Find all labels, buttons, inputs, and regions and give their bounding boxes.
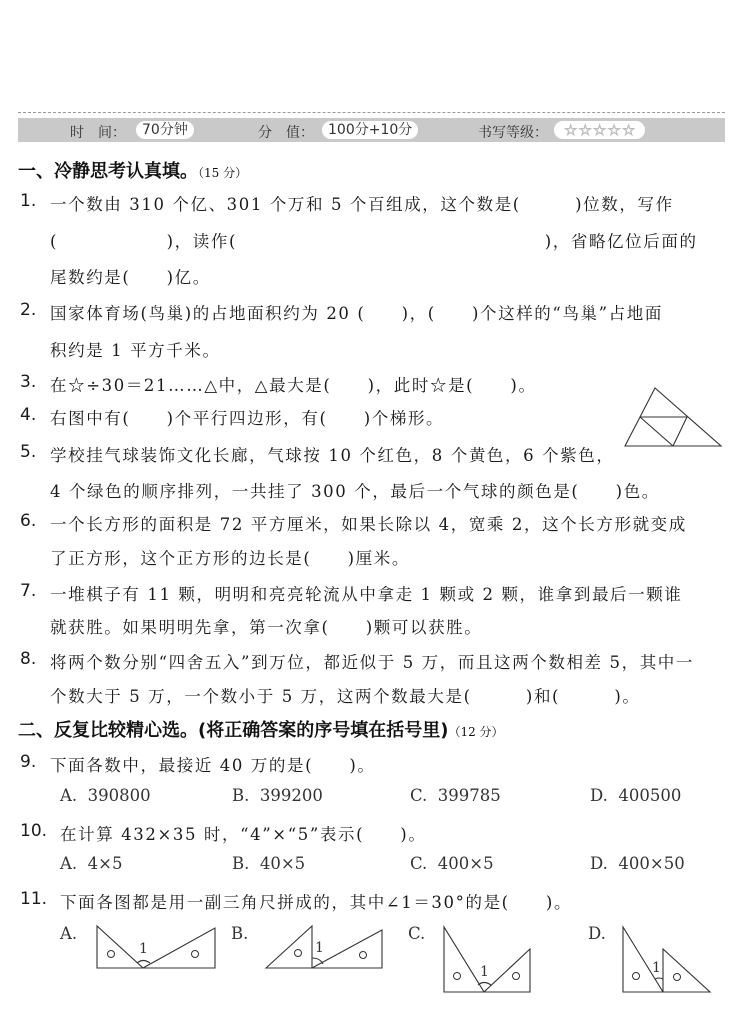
star-icon: ☆ bbox=[607, 121, 621, 139]
section-1-title: 一、冷静思考认真填。（15 分） bbox=[18, 161, 248, 182]
option-b: B. 399200 bbox=[232, 786, 323, 805]
score-value: 100分+10分 bbox=[322, 121, 418, 139]
question-number: 11. bbox=[20, 889, 48, 909]
option-c: C. bbox=[408, 924, 426, 943]
option-d: D. 400×50 bbox=[590, 854, 685, 873]
section-1-points: （15 分） bbox=[198, 166, 248, 180]
question-5-line-1: 学校挂气球装饰文化长廊，气球按 10 个红色，8 个黄色，6 个紫色， bbox=[50, 446, 615, 465]
grade-label: 书写等级： bbox=[478, 125, 548, 141]
score-label: 分 值： bbox=[258, 125, 314, 141]
angle-label: 1 bbox=[139, 941, 148, 957]
option-c: C. 400×5 bbox=[410, 854, 494, 873]
star-icon: ☆ bbox=[578, 121, 592, 139]
star-icon: ☆ bbox=[564, 121, 578, 139]
question-number: 10. bbox=[20, 821, 48, 841]
option-c: C. 399785 bbox=[410, 786, 501, 805]
question-1-line-3: 尾数约是( )亿。 bbox=[50, 268, 211, 287]
question-7-line-2: 就获胜。如果明明先拿，第一次拿( )颗可以获胜。 bbox=[50, 618, 483, 637]
question-number: 1. bbox=[20, 191, 37, 211]
question-3-line-1: 在☆÷30＝21……△中，△最大是( )，此时☆是( )。 bbox=[50, 376, 537, 395]
question-number: 2. bbox=[20, 300, 37, 320]
question-4-line-1: 右图中有( )个平行四边形，有( )个梯形。 bbox=[50, 409, 445, 428]
question-8-line-2: 个数大于 5 万，一个数小于 5 万，这两个数最大是( )和( )。 bbox=[50, 687, 641, 706]
question-11-text: 下面各图都是用一副三角尺拼成的，其中∠1＝30°的是( )。 bbox=[60, 893, 573, 912]
question-2-line-1: 国家体育场(鸟巢)的占地面积约为 20 ( )，( )个这样的“鸟巢”占地面 bbox=[50, 304, 663, 323]
question-number: 7. bbox=[20, 581, 37, 601]
question-2-line-2: 积约是 1 平方千米。 bbox=[50, 341, 221, 360]
option-d: D. 400500 bbox=[590, 786, 682, 805]
time-label: 时 间： bbox=[70, 125, 126, 141]
star-icon: ☆ bbox=[621, 121, 636, 139]
section-2-title: 二、反复比较精心选。(将正确答案的序号填在括号里)（12 分） bbox=[18, 720, 504, 741]
option-a: A. 4×5 bbox=[60, 854, 123, 873]
question-number: 9. bbox=[20, 752, 37, 772]
question-5-line-2: 4 个绿色的顺序排列，一共挂了 300 个，最后一个气球的颜色是( )色。 bbox=[50, 482, 660, 501]
option-a: A. bbox=[60, 924, 78, 943]
question-number: 8. bbox=[20, 649, 37, 669]
question-number: 3. bbox=[20, 372, 37, 392]
option-d: D. bbox=[588, 924, 606, 943]
time-value: 70分钟 bbox=[136, 121, 194, 139]
question-9-text: 下面各数中，最接近 40 万的是( )。 bbox=[50, 756, 376, 775]
angle-label: 1 bbox=[315, 940, 324, 956]
question-7-line-1: 一堆棋子有 11 颗，明明和亮亮轮流从中拿走 1 颗或 2 颗，谁拿到最后一颗谁 bbox=[50, 585, 683, 604]
star-icon: ☆ bbox=[592, 121, 607, 139]
option-b: B. bbox=[231, 924, 249, 943]
question-6-line-2: 了正方形，这个正方形的边长是( )厘米。 bbox=[50, 549, 410, 568]
question-1-line-2: ( )，读作( )，省略亿位后面的 bbox=[50, 232, 698, 251]
question-number: 6. bbox=[20, 511, 37, 531]
question-6-line-1: 一个长方形的面积是 72 平方厘米，如果长除以 4，宽乘 2，这个长方形就变成 bbox=[50, 515, 687, 534]
question-number: 5. bbox=[20, 442, 37, 462]
option-a: A. 390800 bbox=[60, 786, 151, 805]
option-b: B. 40×5 bbox=[232, 854, 306, 873]
section-2-points: （12 分） bbox=[448, 725, 504, 739]
question-8-line-1: 将两个数分别“四舍五入”到万位，都近似于 5 万，而且这两个数相差 5，其中一 bbox=[50, 653, 695, 672]
angle-label: 1 bbox=[480, 964, 489, 980]
question-1-line-1: 一个数由 310 个亿、301 个万和 5 个百组成，这个数是( )位数，写作 bbox=[50, 195, 674, 214]
angle-label: 1 bbox=[652, 960, 661, 976]
question-10-text: 在计算 432×35 时，“4”×“5”表示( )。 bbox=[60, 825, 427, 844]
question-number: 4. bbox=[20, 405, 37, 425]
